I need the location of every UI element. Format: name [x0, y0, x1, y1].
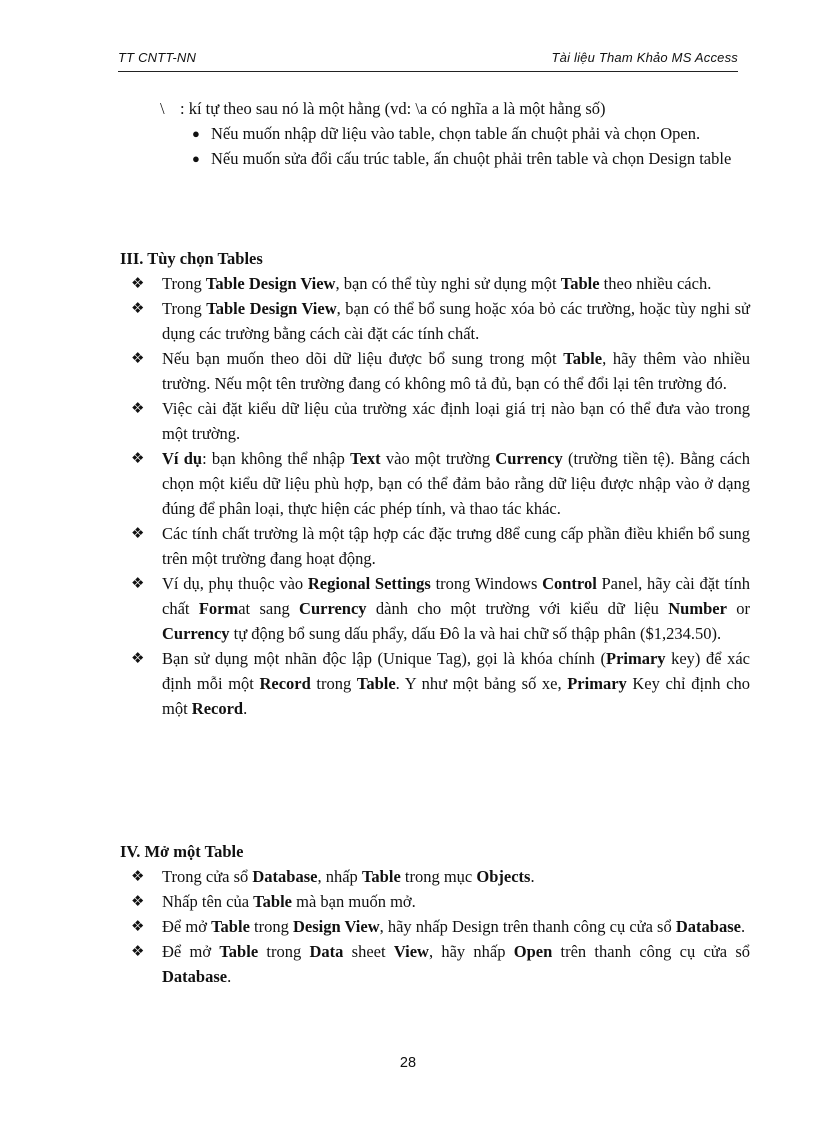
section4-list	[120, 864, 750, 989]
four-diamond-icon: ❖	[131, 942, 145, 960]
escape-description: : kí tự theo sau nó là một hằng (vd: \a có nghĩa a là một hằng số)	[180, 99, 606, 118]
list-item	[120, 271, 750, 296]
list-item	[120, 571, 750, 646]
list-item-text: Việc cài đặt kiểu dữ liệu của trường xác định loại giá trị nào bạn có thể đưa vào trong một trường.	[162, 399, 750, 443]
four-diamond-icon: ❖	[131, 274, 145, 292]
list-item-text: Nếu bạn muốn theo dõi dữ liệu được bổ sung trong một Table, hãy thêm vào nhiều trường. Nếu một tên trường đang có không mô tả đủ, bạn có thể đổi lại tên trường đó.	[162, 349, 751, 393]
list-item-text: Trong Table Design View, bạn có thể bổ sung hoặc xóa bỏ các trường, hoặc tùy nghi sử dụng các trường bằng cách cài đặt các tính chất.	[162, 299, 751, 343]
four-diamond-icon: ❖	[131, 349, 145, 367]
section-heading-3: III. Tùy chọn Tables	[120, 249, 263, 268]
list-item	[120, 864, 750, 889]
list-item-text: Nhấp tên của Table mà bạn muốn mở.	[162, 892, 416, 911]
section-heading-4: IV. Mở một Table	[120, 842, 244, 861]
list-item-text: Để mở Table trong Data sheet View, hãy nhấp Open trên thanh công cụ cửa sổ Database.	[162, 942, 750, 986]
four-diamond-icon: ❖	[131, 649, 145, 667]
list-item: ● Nếu muốn nhập dữ liệu vào table, chọn table ấn chuột phải và chọn Open.	[190, 121, 755, 146]
page-number: 28	[399, 1055, 417, 1071]
list-item	[120, 446, 750, 521]
four-diamond-icon: ❖	[131, 449, 145, 467]
four-diamond-icon: ❖	[131, 574, 145, 592]
list-item	[120, 296, 750, 346]
four-diamond-icon: ❖	[131, 917, 145, 935]
list-item-text: Các tính chất trường là một tập hợp các đặc trưng d8ể cung cấp phần điều khiển bổ sung trên một trường đang hoạt động.	[162, 524, 750, 568]
list-item	[120, 646, 750, 721]
list-item	[120, 914, 750, 939]
list-item-text: Ví dụ, phụ thuộc vào Regional Settings trong Windows Control Panel, hãy cài đặt tính chất Format sang Currency dành cho một trường với kiểu dữ liệu Number or Currency tự động bổ sung dấu phẩy, dấu Đô la và hai chữ số thập phân ($1,234.50).	[162, 574, 751, 643]
sub-bullet-list	[190, 121, 755, 171]
bullet-icon: ●	[192, 126, 200, 141]
list-item-text: Trong Table Design View, bạn có thể tùy nghi sử dụng một Table theo nhiều cách.	[162, 274, 712, 293]
list-item	[120, 889, 750, 914]
list-item	[120, 939, 750, 989]
list-item-text: Ví dụ: bạn không thể nhập Text vào một trường Currency (trường tiền tệ). Bằng cách chọn một kiểu dữ liệu phù hợp, bạn có thể đảm bảo rằng dữ liệu được nhập vào ở dạng đúng để phân loại, thực hiện các phép tính, và thao tác khác.	[162, 449, 750, 518]
escape-char-line	[160, 96, 605, 121]
header-left: TT CNTT-NN	[118, 50, 197, 65]
section3-list	[120, 271, 750, 721]
bullet-icon: ●	[192, 151, 200, 166]
list-item-text: Trong cửa sổ Database, nhấp Table trong mục Objects.	[162, 867, 535, 886]
four-diamond-icon: ❖	[131, 892, 145, 910]
list-item-text: Bạn sử dụng một nhãn độc lập (Unique Tag), gọi là khóa chính (Primary key) để xác định mỗi một Record trong Table. Y như một bảng số xe, Primary Key chỉ định cho một Record.	[162, 649, 750, 718]
four-diamond-icon: ❖	[131, 399, 145, 417]
header-right: Tài liệu Tham Khảo MS Access	[551, 50, 738, 65]
list-item: ● Nếu muốn sửa đổi cấu trúc table, ấn chuột phải trên table và chọn Design table	[190, 146, 755, 171]
list-item	[120, 396, 750, 446]
four-diamond-icon: ❖	[131, 867, 145, 885]
list-item-text: Để mở Table trong Design View, hãy nhấp Design trên thanh công cụ cửa sổ Database.	[162, 917, 746, 936]
four-diamond-icon: ❖	[131, 524, 145, 542]
list-item	[120, 521, 750, 571]
list-item	[120, 346, 750, 396]
four-diamond-icon: ❖	[131, 299, 145, 317]
header-divider	[118, 71, 738, 72]
escape-symbol: \	[160, 99, 165, 118]
